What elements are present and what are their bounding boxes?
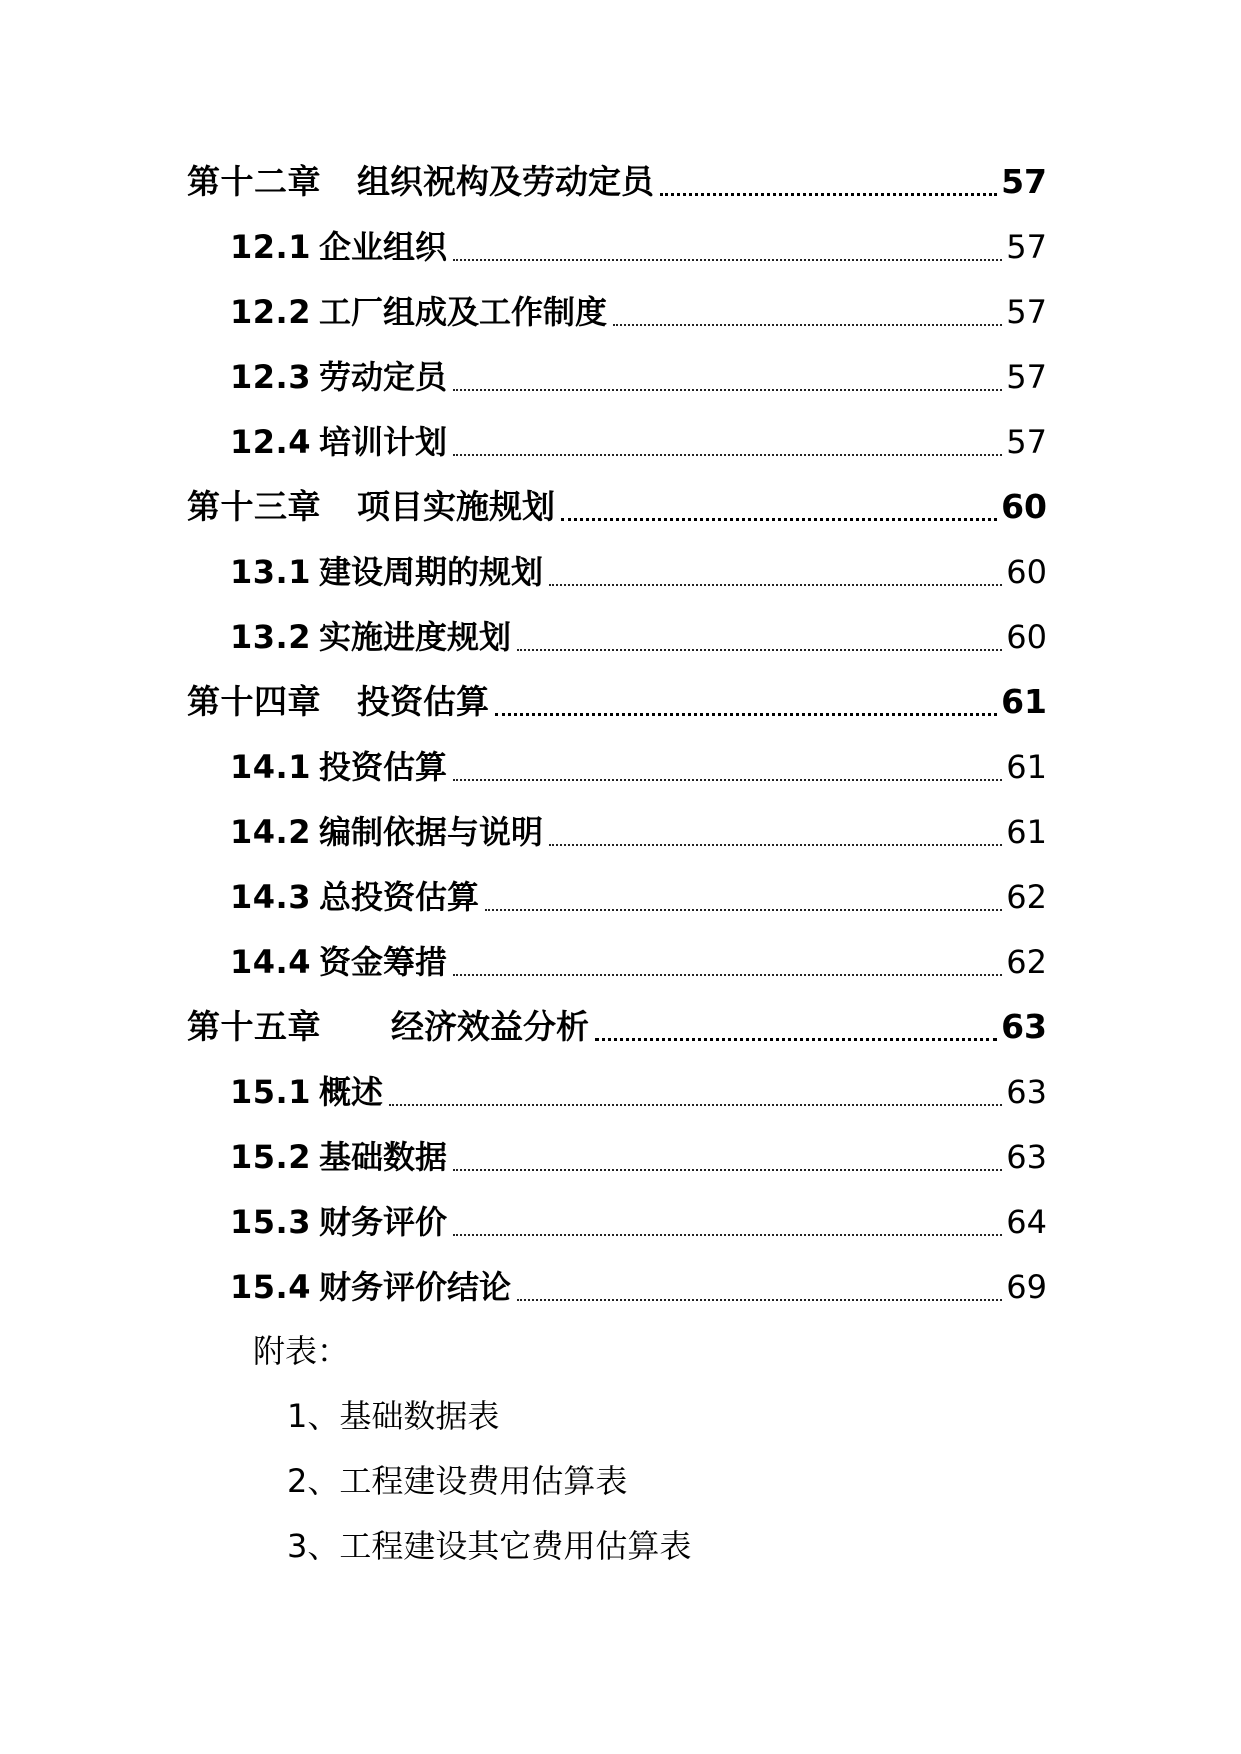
section-number: 15.4 [230, 1268, 311, 1306]
dot-leader [453, 417, 1002, 467]
section-number: 15.1 [230, 1073, 311, 1111]
page-number: 62 [1006, 878, 1047, 916]
section-number: 15.2 [230, 1138, 311, 1176]
page-number: 57 [1001, 162, 1047, 201]
section-title: 基础数据 [318, 1138, 447, 1176]
page-number: 64 [1006, 1203, 1047, 1241]
dot-leader [453, 222, 1002, 272]
dot-leader [517, 1262, 1002, 1312]
dot-leader [453, 1132, 1002, 1182]
chapter-number: 第十四章 [187, 682, 321, 721]
dot-leader [660, 157, 997, 207]
page-number: 63 [1001, 1007, 1047, 1046]
toc-chapter-13[interactable] [187, 482, 1047, 532]
toc-section-12-1[interactable] [230, 222, 1047, 272]
chapter-title: 经济效益分析 [391, 1007, 589, 1046]
section-number: 14.2 [230, 813, 311, 851]
appendix-heading: 附表： [253, 1332, 350, 1370]
section-title: 工厂组成及工作制度 [318, 293, 607, 331]
page-number: 57 [1006, 293, 1047, 331]
section-number: 14.4 [230, 943, 311, 981]
dot-leader [549, 547, 1002, 597]
toc-section-14-2[interactable] [230, 807, 1047, 857]
dot-leader [389, 1067, 1002, 1117]
page-number: 61 [1006, 813, 1047, 851]
toc-section-12-4[interactable] [230, 417, 1047, 467]
dot-leader [595, 1002, 997, 1052]
toc-chapter-15[interactable] [187, 1002, 1047, 1052]
section-number: 12.2 [230, 293, 311, 331]
toc-section-15-4[interactable] [230, 1262, 1047, 1312]
chapter-number: 第十三章 [187, 487, 321, 526]
page-number: 60 [1006, 553, 1047, 591]
appendix-item[interactable]: 2、工程建设费用估算表 [287, 1462, 628, 1500]
dot-leader [453, 352, 1002, 402]
dot-leader [485, 872, 1002, 922]
dot-leader [561, 482, 997, 532]
section-title: 劳动定员 [318, 358, 447, 396]
section-number: 12.3 [230, 358, 311, 396]
page-number: 60 [1001, 487, 1047, 526]
section-title: 培训计划 [318, 423, 447, 461]
toc-section-15-3[interactable] [230, 1197, 1047, 1247]
toc-section-13-1[interactable] [230, 547, 1047, 597]
section-title: 实施进度规划 [318, 618, 511, 656]
dot-leader [453, 1197, 1002, 1247]
page-number: 63 [1006, 1073, 1047, 1111]
toc-chapter-14[interactable] [187, 677, 1047, 727]
dot-leader [495, 677, 997, 727]
page-number: 63 [1006, 1138, 1047, 1176]
dot-leader [453, 742, 1002, 792]
toc-section-14-3[interactable] [230, 872, 1047, 922]
chapter-title: 项目实施规划 [357, 487, 555, 526]
toc-section-15-2[interactable] [230, 1132, 1047, 1182]
page-number: 69 [1006, 1268, 1047, 1306]
section-number: 12.4 [230, 423, 311, 461]
section-title: 企业组织 [318, 228, 447, 266]
toc-section-15-1[interactable] [230, 1067, 1047, 1117]
section-number: 15.3 [230, 1203, 311, 1241]
page-number: 57 [1006, 423, 1047, 461]
chapter-number: 第十二章 [187, 162, 321, 201]
toc-section-12-3[interactable] [230, 352, 1047, 402]
page-number: 61 [1006, 748, 1047, 786]
dot-leader [613, 287, 1002, 337]
section-number: 13.1 [230, 553, 311, 591]
toc-section-12-2[interactable] [230, 287, 1047, 337]
section-number: 14.1 [230, 748, 311, 786]
section-title: 总投资估算 [318, 878, 479, 916]
section-number: 14.3 [230, 878, 311, 916]
section-number: 13.2 [230, 618, 311, 656]
toc-section-14-4[interactable] [230, 937, 1047, 987]
dot-leader [549, 807, 1002, 857]
chapter-number: 第十五章 [187, 1007, 321, 1046]
section-title: 财务评价 [318, 1203, 447, 1241]
section-number: 12.1 [230, 228, 311, 266]
page-number: 61 [1001, 682, 1047, 721]
dot-leader [517, 612, 1002, 662]
appendix-item[interactable]: 1、基础数据表 [287, 1397, 500, 1435]
chapter-title: 组织祝构及劳动定员 [357, 162, 654, 201]
section-title: 财务评价结论 [318, 1268, 511, 1306]
page-number: 57 [1006, 228, 1047, 266]
chapter-title: 投资估算 [357, 682, 489, 721]
section-title: 投资估算 [318, 748, 447, 786]
appendix-item[interactable]: 3、工程建设其它费用估算表 [287, 1527, 692, 1565]
dot-leader [453, 937, 1002, 987]
section-title: 编制依据与说明 [318, 813, 543, 851]
toc-section-14-1[interactable] [230, 742, 1047, 792]
toc-section-13-2[interactable] [230, 612, 1047, 662]
section-title: 概述 [318, 1073, 383, 1111]
section-title: 建设周期的规划 [318, 553, 543, 591]
section-title: 资金筹措 [318, 943, 447, 981]
page-number: 62 [1006, 943, 1047, 981]
page-number: 60 [1006, 618, 1047, 656]
page-number: 57 [1006, 358, 1047, 396]
toc-chapter-12[interactable] [187, 157, 1047, 207]
